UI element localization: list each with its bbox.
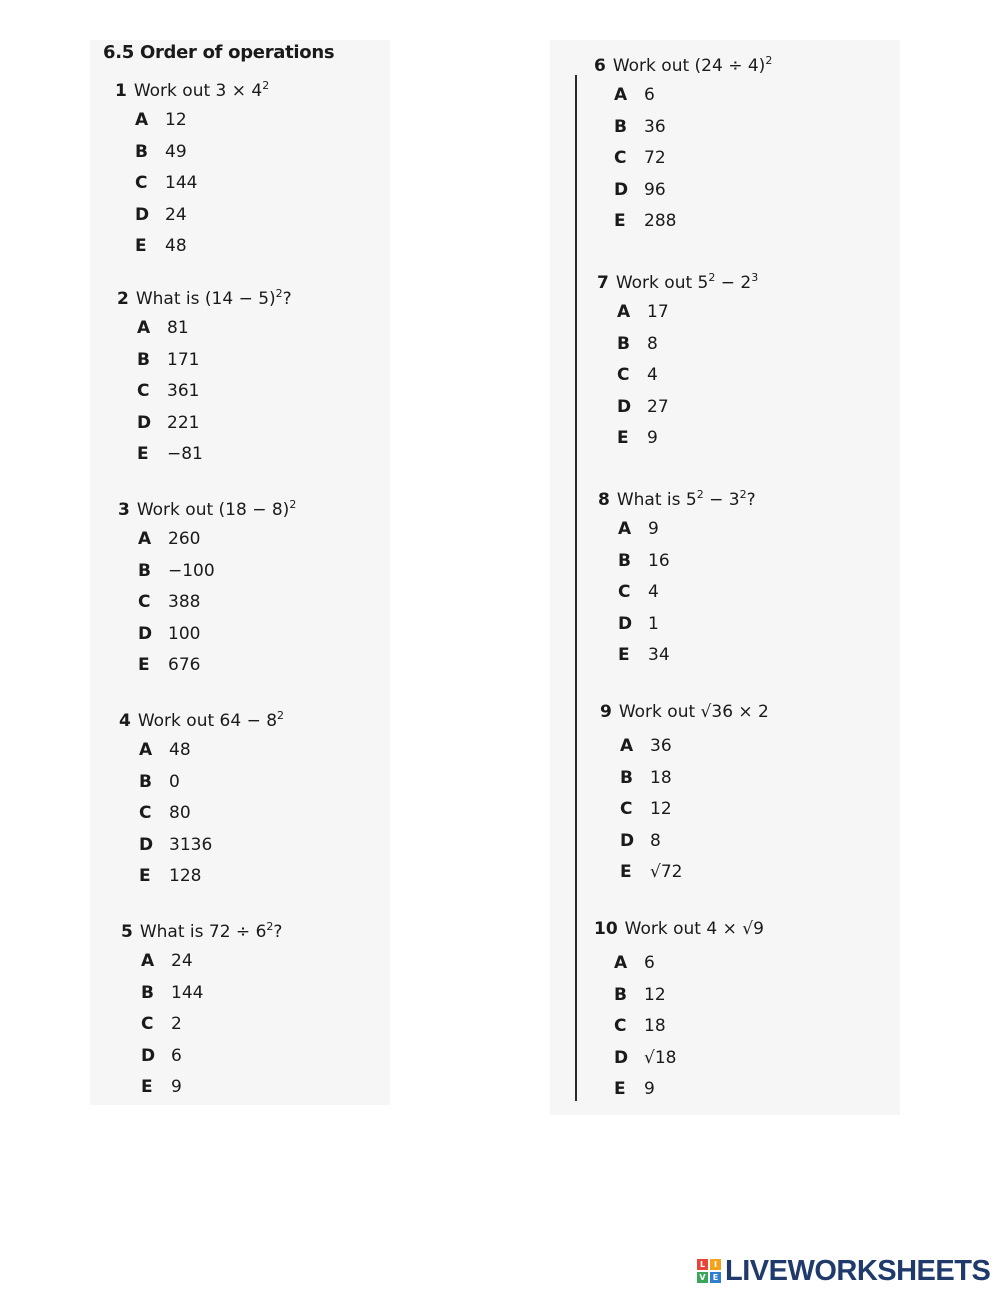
- logo-blocks-icon: [697, 1259, 721, 1283]
- option-value: 288: [644, 211, 677, 231]
- option-letter: B: [135, 141, 148, 162]
- answer-options: [139, 735, 419, 893]
- option-value: 8: [647, 333, 658, 354]
- answer-option[interactable]: [137, 439, 417, 471]
- question-prompt: [598, 483, 898, 510]
- answer-option[interactable]: [137, 408, 417, 440]
- question-5: [121, 915, 421, 1104]
- logo-block: L: [697, 1259, 708, 1270]
- option-letter: D: [620, 830, 635, 851]
- option-value: 171: [167, 349, 200, 370]
- answer-option[interactable]: [617, 297, 897, 329]
- answer-option[interactable]: [620, 794, 900, 826]
- option-value: 36: [650, 736, 672, 756]
- option-value: 9: [644, 1079, 655, 1099]
- question-number: 4: [119, 711, 131, 731]
- question-9: [600, 700, 900, 889]
- answer-option[interactable]: [141, 946, 421, 978]
- option-letter: B: [618, 550, 631, 571]
- option-letter: B: [138, 560, 151, 581]
- answer-option[interactable]: [135, 168, 415, 200]
- option-letter: B: [620, 767, 633, 788]
- option-value: 16: [648, 550, 670, 571]
- prompt-segment: Work out √36 × 2: [618, 702, 769, 722]
- answer-option[interactable]: [135, 137, 415, 169]
- answer-option[interactable]: [139, 735, 419, 767]
- option-letter: C: [139, 803, 152, 823]
- answer-options: [135, 105, 415, 263]
- answer-option[interactable]: [617, 329, 897, 361]
- exponent: 2: [739, 488, 747, 501]
- column-divider: [575, 75, 577, 1101]
- question-number: 1: [115, 81, 127, 101]
- option-value: 2: [171, 1014, 182, 1034]
- prompt-segment: − 2: [715, 273, 752, 293]
- answer-option[interactable]: [614, 175, 894, 207]
- option-letter: E: [137, 444, 149, 464]
- option-letter: C: [135, 173, 148, 193]
- question-text: [617, 490, 756, 510]
- exponent: 2: [266, 920, 274, 933]
- option-value: 9: [648, 519, 659, 539]
- answer-option[interactable]: [620, 763, 900, 795]
- prompt-segment: ?: [746, 490, 756, 510]
- answer-option[interactable]: [614, 1043, 894, 1075]
- question-number: 8: [598, 490, 610, 510]
- option-value: 34: [648, 645, 670, 665]
- option-value: 1: [648, 613, 659, 634]
- option-letter: E: [141, 1077, 153, 1097]
- answer-option[interactable]: [618, 514, 898, 546]
- option-value: 12: [650, 799, 672, 819]
- question-1: [115, 74, 415, 263]
- question-text: [616, 273, 758, 293]
- exponent: 2: [765, 54, 773, 67]
- option-letter: D: [617, 396, 632, 417]
- option-value: 144: [171, 982, 204, 1003]
- option-letter: E: [618, 645, 630, 665]
- answer-option[interactable]: [138, 619, 418, 651]
- prompt-segment: Work out 4 × √9: [624, 919, 764, 939]
- option-value: √18: [644, 1047, 677, 1068]
- question-10: [594, 917, 894, 1106]
- prompt-segment: What is (14 − 5): [135, 289, 276, 309]
- option-letter: B: [617, 333, 630, 354]
- answer-option[interactable]: [614, 143, 894, 175]
- answer-option[interactable]: [135, 200, 415, 232]
- answer-option[interactable]: [137, 376, 417, 408]
- prompt-segment: Work out (24 ÷ 4): [612, 56, 766, 76]
- logo-block: E: [710, 1272, 721, 1283]
- answer-option[interactable]: [138, 556, 418, 588]
- exponent: 2: [277, 709, 285, 722]
- question-8: [598, 483, 898, 672]
- option-letter: C: [614, 1016, 627, 1036]
- option-value: 6: [644, 953, 655, 973]
- option-letter: C: [617, 365, 630, 385]
- exponent: 2: [708, 271, 716, 284]
- prompt-segment: Work out 64 − 8: [137, 711, 278, 731]
- option-value: 144: [165, 173, 198, 193]
- option-value: 8: [650, 830, 661, 851]
- answer-options: [137, 313, 417, 471]
- question-text: [136, 289, 292, 309]
- option-value: 36: [644, 116, 666, 137]
- option-value: 361: [167, 381, 200, 401]
- prompt-segment: What is 5: [616, 490, 697, 510]
- question-text: [613, 56, 772, 76]
- option-letter: A: [137, 318, 151, 338]
- logo-block: I: [710, 1259, 721, 1270]
- answer-options: [618, 514, 898, 672]
- answer-option[interactable]: [620, 857, 900, 889]
- option-letter: D: [618, 613, 633, 634]
- question-number: 6: [594, 56, 606, 76]
- question-7: [597, 266, 897, 455]
- option-value: 676: [168, 655, 201, 675]
- option-value: 27: [647, 396, 669, 417]
- option-value: 96: [644, 179, 666, 200]
- answer-option[interactable]: [139, 861, 419, 893]
- option-value: 48: [165, 236, 187, 256]
- logo-block: V: [697, 1272, 708, 1283]
- option-value: 9: [647, 428, 658, 448]
- option-letter: D: [138, 623, 153, 644]
- option-value: 72: [644, 148, 666, 168]
- option-letter: E: [620, 862, 632, 882]
- answer-option[interactable]: [617, 360, 897, 392]
- option-value: −100: [168, 560, 215, 581]
- question-text: [138, 711, 284, 731]
- option-value: 12: [644, 984, 666, 1005]
- answer-option[interactable]: [139, 830, 419, 862]
- option-letter: C: [137, 381, 150, 401]
- answer-option[interactable]: [614, 1074, 894, 1106]
- answer-options: [138, 524, 418, 682]
- prompt-segment: Work out (18 − 8): [136, 500, 290, 520]
- option-letter: A: [139, 740, 153, 760]
- option-value: 12: [165, 110, 187, 130]
- question-2: [117, 282, 417, 471]
- prompt-segment: ?: [282, 289, 292, 309]
- answer-options: [141, 946, 421, 1104]
- answer-options: [614, 80, 894, 238]
- question-4: [119, 704, 419, 893]
- option-letter: D: [137, 412, 152, 433]
- exponent: 2: [289, 498, 297, 511]
- answer-option[interactable]: [618, 546, 898, 578]
- question-text: [134, 81, 269, 101]
- option-value: 18: [644, 1016, 666, 1036]
- answer-option[interactable]: [135, 231, 415, 263]
- option-value: 80: [169, 803, 191, 823]
- option-letter: B: [141, 982, 154, 1003]
- answer-option[interactable]: [141, 1009, 421, 1041]
- question-text: [625, 919, 764, 939]
- option-letter: B: [137, 349, 150, 370]
- option-letter: E: [614, 1079, 626, 1099]
- option-letter: E: [138, 655, 150, 675]
- answer-option[interactable]: [137, 345, 417, 377]
- question-3: [118, 493, 418, 682]
- answer-option[interactable]: [618, 577, 898, 609]
- option-value: 9: [171, 1077, 182, 1097]
- option-letter: E: [139, 866, 151, 886]
- question-number: 5: [121, 922, 133, 942]
- answer-option[interactable]: [138, 587, 418, 619]
- option-letter: B: [139, 771, 152, 792]
- option-value: 4: [648, 582, 659, 602]
- question-number: 10: [594, 919, 618, 939]
- option-value: 49: [165, 141, 187, 162]
- question-number: 7: [597, 273, 609, 293]
- option-letter: A: [618, 519, 632, 539]
- option-letter: E: [617, 428, 629, 448]
- answer-options: [614, 948, 894, 1106]
- answer-option[interactable]: [141, 1041, 421, 1073]
- answer-option[interactable]: [138, 524, 418, 556]
- option-letter: C: [138, 592, 151, 612]
- option-letter: E: [614, 211, 626, 231]
- question-prompt: [594, 917, 894, 941]
- option-value: 6: [644, 85, 655, 105]
- option-letter: D: [614, 1047, 629, 1068]
- option-letter: A: [138, 529, 152, 549]
- option-letter: A: [135, 110, 149, 130]
- option-value: 17: [647, 302, 669, 322]
- prompt-segment: − 3: [703, 490, 740, 510]
- answer-option[interactable]: [138, 650, 418, 682]
- answer-option[interactable]: [614, 980, 894, 1012]
- option-value: 0: [169, 771, 180, 792]
- question-6: [594, 49, 894, 238]
- liveworksheets-logo: [697, 1255, 990, 1287]
- answer-option[interactable]: [137, 313, 417, 345]
- prompt-segment: Work out 3 × 4: [133, 81, 263, 101]
- answer-option[interactable]: [614, 206, 894, 238]
- option-value: √72: [650, 862, 683, 882]
- question-text: [619, 702, 769, 722]
- answer-option[interactable]: [617, 392, 897, 424]
- option-value: 81: [167, 318, 189, 338]
- question-number: 3: [118, 500, 130, 520]
- answer-option[interactable]: [141, 978, 421, 1010]
- option-value: 6: [171, 1045, 182, 1066]
- option-value: 4: [647, 365, 658, 385]
- question-prompt: [119, 704, 419, 731]
- worksheet-title: 6.5 Order of operations: [103, 42, 335, 63]
- answer-option[interactable]: [618, 609, 898, 641]
- option-value: 3136: [169, 834, 213, 855]
- option-value: 100: [168, 623, 201, 644]
- answer-options: [620, 731, 900, 889]
- option-letter: C: [618, 582, 631, 602]
- answer-option[interactable]: [139, 798, 419, 830]
- option-value: 18: [650, 767, 672, 788]
- question-number: 2: [117, 289, 129, 309]
- answer-options: [617, 297, 897, 455]
- answer-option[interactable]: [614, 948, 894, 980]
- question-text: [140, 922, 283, 942]
- logo-text: LIVEWORKSHEETS: [725, 1254, 991, 1287]
- exponent: 2: [696, 488, 704, 501]
- option-value: 128: [169, 866, 202, 886]
- exponent: 2: [262, 79, 270, 92]
- question-prompt: [117, 282, 417, 309]
- option-letter: A: [614, 85, 628, 105]
- option-letter: E: [135, 236, 147, 256]
- prompt-segment: Work out 5: [615, 273, 709, 293]
- answer-option[interactable]: [620, 731, 900, 763]
- option-letter: A: [620, 736, 634, 756]
- option-letter: A: [141, 951, 155, 971]
- answer-option[interactable]: [617, 423, 897, 455]
- option-letter: B: [614, 984, 627, 1005]
- answer-option[interactable]: [614, 80, 894, 112]
- answer-option[interactable]: [620, 826, 900, 858]
- option-value: 260: [168, 529, 201, 549]
- option-letter: D: [135, 204, 150, 225]
- answer-option[interactable]: [618, 640, 898, 672]
- question-prompt: [118, 493, 418, 520]
- option-letter: A: [614, 953, 628, 973]
- option-letter: B: [614, 116, 627, 137]
- answer-option[interactable]: [614, 1011, 894, 1043]
- option-value: 48: [169, 740, 191, 760]
- question-prompt: [115, 74, 415, 101]
- option-value: 388: [168, 592, 201, 612]
- option-letter: C: [614, 148, 627, 168]
- option-letter: D: [614, 179, 629, 200]
- option-letter: C: [620, 799, 633, 819]
- exponent: 3: [751, 271, 759, 284]
- answer-option[interactable]: [614, 112, 894, 144]
- question-text: [137, 500, 296, 520]
- question-prompt: [121, 915, 421, 942]
- exponent: 2: [275, 287, 283, 300]
- question-prompt: [597, 266, 897, 293]
- answer-option[interactable]: [141, 1072, 421, 1104]
- answer-option[interactable]: [135, 105, 415, 137]
- prompt-segment: ?: [273, 922, 283, 942]
- prompt-segment: What is 72 ÷ 6: [139, 922, 267, 942]
- option-letter: D: [139, 834, 154, 855]
- option-value: −81: [167, 444, 203, 464]
- option-letter: D: [141, 1045, 156, 1066]
- option-value: 24: [165, 204, 187, 225]
- question-prompt: [600, 700, 900, 724]
- option-value: 24: [171, 951, 193, 971]
- question-prompt: [594, 49, 894, 76]
- answer-option[interactable]: [139, 767, 419, 799]
- option-letter: A: [617, 302, 631, 322]
- option-value: 221: [167, 412, 200, 433]
- question-number: 9: [600, 702, 612, 722]
- option-letter: C: [141, 1014, 154, 1034]
